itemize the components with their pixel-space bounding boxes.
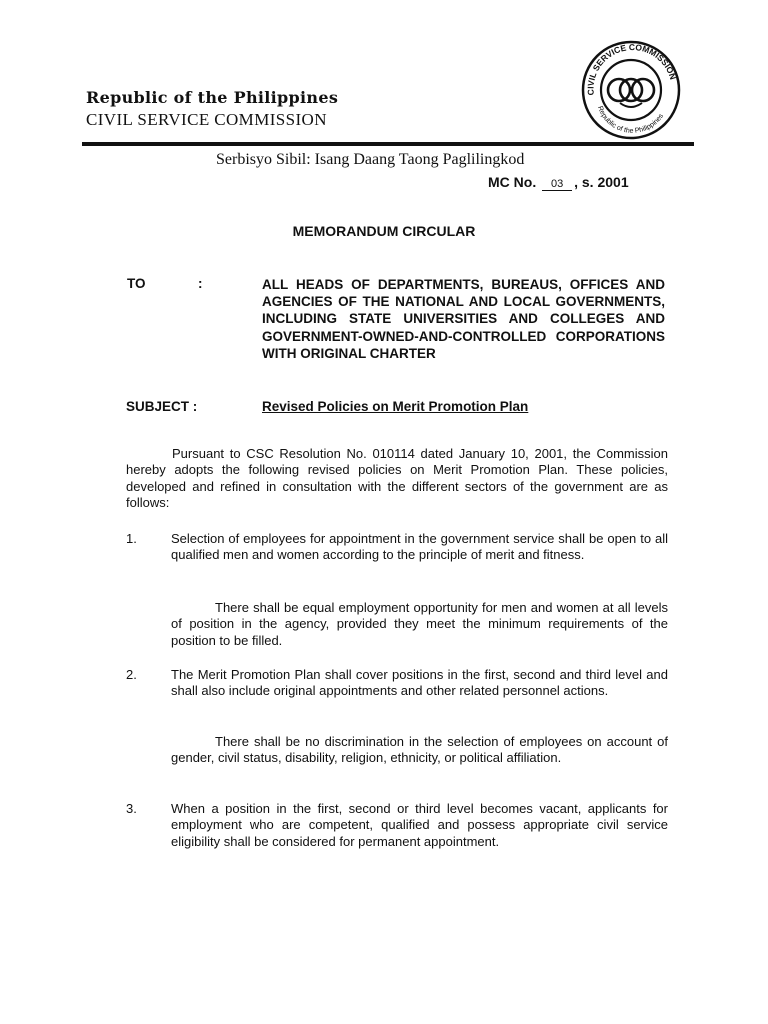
to-recipients: ALL HEADS OF DEPARTMENTS, BUREAUS, OFFICES AND AGENCIES OF THE NATIONAL AND LOCAL GOVERNMENTS, INCLUDING STATE UNIVERSITIES AND COLLEGES AND GOVERNMENT-OWNED-AND-CONTROLLED CORPORATIONS WITH ORIGINAL CHARTER [262,277,665,361]
motto-line: Serbisyo Sibil: Isang Daang Taong Paglilingkod [216,151,525,168]
csc-seal-icon [576,33,686,143]
seal-monogram-icon [608,79,654,107]
seal-bottom-text: Republic of the Philippines [596,105,665,135]
subject-label: SUBJECT : [126,399,198,414]
commission-heading: CIVIL SERVICE COMMISSION [86,110,327,129]
item-sub-paragraph: There shall be no discrimination in the selection of employees on account of gender, civil status, disability, religion, ethnicity, or political affiliation. [171,734,668,766]
mc-number-line [488,174,629,191]
item-number: 2. [126,667,137,682]
item-paragraph: The Merit Promotion Plan shall cover positions in the first, second and third level and shall also include original appointments and other related personnel actions. [171,667,668,699]
item-number: 1. [126,531,137,546]
seal-top-text: CIVIL SERVICE COMMISSION [585,41,679,96]
item-paragraph: When a position in the first, second or third level becomes vacant, applicants for employment who are competent, qualified and possess appropriate civil service eligibility shall be considered for permanent appointment. [171,801,668,849]
item-number: 3. [126,801,137,816]
to-label: TO [127,276,146,291]
item-sub-paragraph: There shall be equal employment opportunity for men and women at all levels of position in the agency, provided they meet the minimum requirements of the position to be filled. [171,600,668,648]
mc-prefix: MC No. [488,174,537,190]
to-colon: : [198,276,203,291]
memo-title: MEMORANDUM CIRCULAR [292,223,476,239]
subject-text: Revised Policies on Merit Promotion Plan [262,399,529,414]
item-paragraph: Selection of employees for appointment in the government service shall be open to all qualified men and women according to the principle of merit and fitness. [171,531,668,563]
intro-paragraph: Pursuant to CSC Resolution No. 010114 dated January 10, 2001, the Commission hereby adopts the following revised policies on Merit Promotion Plan. These policies, developed and refined in consultation with the different sectors of the government are as follows: [126,446,668,511]
mc-suffix: , s. 2001 [574,174,629,190]
header-rule [82,142,694,146]
mc-number: 03 [542,179,572,191]
republic-heading: Republic of the Philippines [86,88,339,107]
